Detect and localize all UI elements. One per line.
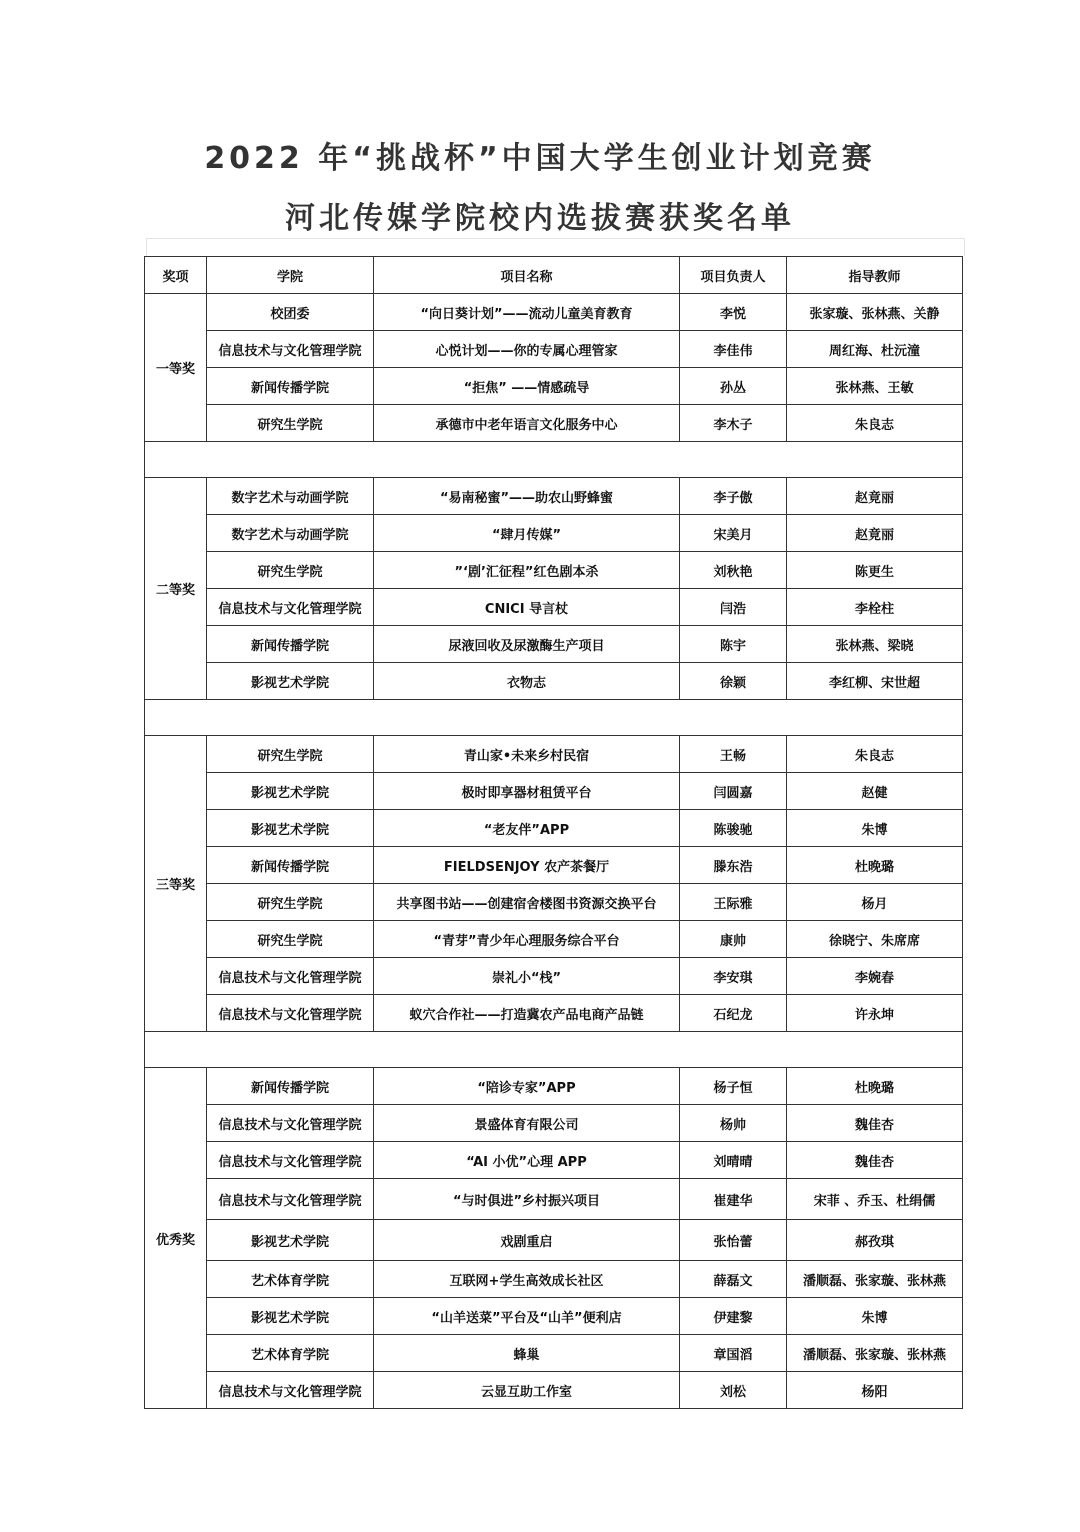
project-leader-cell: 杨子恒 [680, 1068, 787, 1105]
header-award: 奖项 [145, 257, 207, 294]
table-row [145, 1220, 963, 1261]
college-cell: 校团委 [207, 294, 374, 331]
table-row [145, 884, 963, 921]
project-name-cell: “易南秘蜜”——助农山野蜂蜜 [374, 478, 680, 515]
project-name-cell: 云显互助工作室 [374, 1372, 680, 1409]
project-leader-cell: 徐颖 [680, 663, 787, 700]
table-row [145, 1372, 963, 1409]
project-name-cell: 承德市中老年语言文化服务中心 [374, 405, 680, 442]
project-name-cell: “AI 小优”心理 APP [374, 1142, 680, 1179]
advisor-cell: 徐晓宁、朱席席 [787, 921, 963, 958]
college-cell: 信息技术与文化管理学院 [207, 958, 374, 995]
group-separator-row [145, 442, 963, 478]
college-cell: 信息技术与文化管理学院 [207, 1372, 374, 1409]
college-cell: 影视艺术学院 [207, 773, 374, 810]
advisor-cell: 杜晚璐 [787, 847, 963, 884]
project-leader-cell: 张怡蕾 [680, 1220, 787, 1261]
table-body [145, 294, 963, 1409]
table-row [145, 921, 963, 958]
project-name-cell: ”‘剧’汇征程”红色剧本杀 [374, 552, 680, 589]
table-row [145, 515, 963, 552]
advisor-cell: 杨月 [787, 884, 963, 921]
award-table [144, 256, 963, 1409]
college-cell: 艺术体育学院 [207, 1261, 374, 1298]
project-leader-cell: 李子傲 [680, 478, 787, 515]
project-name-cell: 戏剧重启 [374, 1220, 680, 1261]
advisor-cell: 潘顺磊、张家璇、张林燕 [787, 1335, 963, 1372]
advisor-cell: 郝孜琪 [787, 1220, 963, 1261]
project-leader-cell: 杨帅 [680, 1105, 787, 1142]
table-row [145, 995, 963, 1032]
project-leader-cell: 刘晴晴 [680, 1142, 787, 1179]
edge-right [964, 238, 965, 256]
college-cell: 研究生学院 [207, 921, 374, 958]
college-cell: 新闻传播学院 [207, 1068, 374, 1105]
project-leader-cell: 李安琪 [680, 958, 787, 995]
advisor-cell: 李婉春 [787, 958, 963, 995]
advisor-cell: 朱良志 [787, 405, 963, 442]
project-leader-cell: 章国滔 [680, 1335, 787, 1372]
header-college: 学院 [207, 257, 374, 294]
college-cell: 信息技术与文化管理学院 [207, 331, 374, 368]
project-leader-cell: 王际雅 [680, 884, 787, 921]
advisor-cell: 李红柳、宋世超 [787, 663, 963, 700]
empty-separator-cell [145, 700, 963, 736]
project-leader-cell: 崔建华 [680, 1179, 787, 1220]
project-name-cell: “向日葵计划”——流动儿童美育教育 [374, 294, 680, 331]
table-row [145, 331, 963, 368]
table-row [145, 1261, 963, 1298]
project-name-cell: “青芽”青少年心理服务综合平台 [374, 921, 680, 958]
project-name-cell: 尿液回收及尿激酶生产项目 [374, 626, 680, 663]
top-edge-line [146, 238, 964, 239]
group-separator-row [145, 700, 963, 736]
college-cell: 研究生学院 [207, 405, 374, 442]
award-level-cell: 二等奖 [145, 478, 207, 700]
project-leader-cell: 康帅 [680, 921, 787, 958]
award-level-cell: 三等奖 [145, 736, 207, 1032]
project-name-cell: 青山家•未来乡村民宿 [374, 736, 680, 773]
empty-separator-cell [145, 1032, 963, 1068]
project-leader-cell: 滕东浩 [680, 847, 787, 884]
table-row [145, 589, 963, 626]
header-advisor: 指导教师 [787, 257, 963, 294]
project-leader-cell: 石纪龙 [680, 995, 787, 1032]
college-cell: 影视艺术学院 [207, 1220, 374, 1261]
advisor-cell: 杜晚璐 [787, 1068, 963, 1105]
college-cell: 研究生学院 [207, 884, 374, 921]
empty-separator-cell [145, 442, 963, 478]
table-row [145, 294, 963, 331]
table-row [145, 1335, 963, 1372]
table-row [145, 958, 963, 995]
project-name-cell: “拒焦” ——情感疏导 [374, 368, 680, 405]
project-leader-cell: 闫圆嘉 [680, 773, 787, 810]
project-name-cell: 崇礼小“栈” [374, 958, 680, 995]
advisor-cell: 赵健 [787, 773, 963, 810]
college-cell: 信息技术与文化管理学院 [207, 1142, 374, 1179]
table-row [145, 663, 963, 700]
table-row [145, 810, 963, 847]
table-header-row [145, 257, 963, 294]
advisor-cell: 张林燕、梁晓 [787, 626, 963, 663]
project-name-cell: 互联网+学生高效成长社区 [374, 1261, 680, 1298]
project-name-cell: 心悦计划——你的专属心理管家 [374, 331, 680, 368]
advisor-cell: 朱博 [787, 1298, 963, 1335]
table-row [145, 736, 963, 773]
advisor-cell: 朱良志 [787, 736, 963, 773]
award-level-cell: 一等奖 [145, 294, 207, 442]
advisor-cell: 赵竟丽 [787, 478, 963, 515]
project-name-cell: “陪诊专家”APP [374, 1068, 680, 1105]
project-name-cell: “肆月传媒” [374, 515, 680, 552]
advisor-cell: 朱博 [787, 810, 963, 847]
advisor-cell: 周红海、杜沅潼 [787, 331, 963, 368]
advisor-cell: 宋菲 、乔玉、杜绢儒 [787, 1179, 963, 1220]
project-leader-cell: 孙丛 [680, 368, 787, 405]
college-cell: 研究生学院 [207, 552, 374, 589]
college-cell: 信息技术与文化管理学院 [207, 1105, 374, 1142]
college-cell: 影视艺术学院 [207, 1298, 374, 1335]
table-row [145, 1105, 963, 1142]
advisor-cell: 陈更生 [787, 552, 963, 589]
advisor-cell: 杨阳 [787, 1372, 963, 1409]
project-leader-cell: 李佳伟 [680, 331, 787, 368]
college-cell: 信息技术与文化管理学院 [207, 995, 374, 1032]
college-cell: 研究生学院 [207, 736, 374, 773]
document-title-line-2: 河北传媒学院校内选拔赛获奖名单 [285, 201, 795, 236]
table-row [145, 1298, 963, 1335]
project-leader-cell: 陈骏驰 [680, 810, 787, 847]
award-level-cell: 优秀奖 [145, 1068, 207, 1409]
college-cell: 新闻传播学院 [207, 368, 374, 405]
advisor-cell: 赵竟丽 [787, 515, 963, 552]
table-row [145, 405, 963, 442]
advisor-cell: 魏佳杏 [787, 1142, 963, 1179]
project-leader-cell: 宋美月 [680, 515, 787, 552]
advisor-cell: 潘顺磊、张家璇、张林燕 [787, 1261, 963, 1298]
project-leader-cell: 闫浩 [680, 589, 787, 626]
project-leader-cell: 刘秋艳 [680, 552, 787, 589]
table-row [145, 1068, 963, 1105]
project-name-cell: 共享图书站——创建宿舍楼图书资源交换平台 [374, 884, 680, 921]
advisor-cell: 魏佳杏 [787, 1105, 963, 1142]
table-row [145, 626, 963, 663]
project-leader-cell: 李木子 [680, 405, 787, 442]
header-leader: 项目负责人 [680, 257, 787, 294]
college-cell: 新闻传播学院 [207, 626, 374, 663]
header-project: 项目名称 [374, 257, 680, 294]
advisor-cell: 张林燕、王敏 [787, 368, 963, 405]
project-name-cell: 衣物志 [374, 663, 680, 700]
table-row [145, 847, 963, 884]
advisor-cell: 张家璇、张林燕、关静 [787, 294, 963, 331]
project-leader-cell: 伊建黎 [680, 1298, 787, 1335]
advisor-cell: 李栓柱 [787, 589, 963, 626]
college-cell: 信息技术与文化管理学院 [207, 589, 374, 626]
project-name-cell: CNICI 导言杖 [374, 589, 680, 626]
project-name-cell: 景盛体育有限公司 [374, 1105, 680, 1142]
project-name-cell: “山羊送菜”平台及“山羊”便利店 [374, 1298, 680, 1335]
table-row [145, 1142, 963, 1179]
table-row [145, 368, 963, 405]
group-separator-row [145, 1032, 963, 1068]
document-title-line-1: 2022 年“挑战杯”中国大学生创业计划竞赛 [204, 141, 876, 176]
college-cell: 数字艺术与动画学院 [207, 478, 374, 515]
project-leader-cell: 李悦 [680, 294, 787, 331]
project-leader-cell: 陈宇 [680, 626, 787, 663]
project-name-cell: 极时即享器材租赁平台 [374, 773, 680, 810]
project-name-cell: “与时俱进”乡村振兴项目 [374, 1179, 680, 1220]
project-leader-cell: 薛磊文 [680, 1261, 787, 1298]
college-cell: 信息技术与文化管理学院 [207, 1179, 374, 1220]
table-row [145, 773, 963, 810]
college-cell: 艺术体育学院 [207, 1335, 374, 1372]
college-cell: 数字艺术与动画学院 [207, 515, 374, 552]
table-row [145, 478, 963, 515]
college-cell: 影视艺术学院 [207, 810, 374, 847]
advisor-cell: 许永坤 [787, 995, 963, 1032]
table-row [145, 552, 963, 589]
college-cell: 影视艺术学院 [207, 663, 374, 700]
project-leader-cell: 王畅 [680, 736, 787, 773]
project-name-cell: “老友伴”APP [374, 810, 680, 847]
college-cell: 新闻传播学院 [207, 847, 374, 884]
project-name-cell: 蜂巢 [374, 1335, 680, 1372]
edge-left [146, 238, 147, 256]
project-leader-cell: 刘松 [680, 1372, 787, 1409]
project-name-cell: 蚁穴合作社——打造冀农产品电商产品链 [374, 995, 680, 1032]
project-name-cell: FIELDSENJOY 农产茶餐厅 [374, 847, 680, 884]
table-row [145, 1179, 963, 1220]
